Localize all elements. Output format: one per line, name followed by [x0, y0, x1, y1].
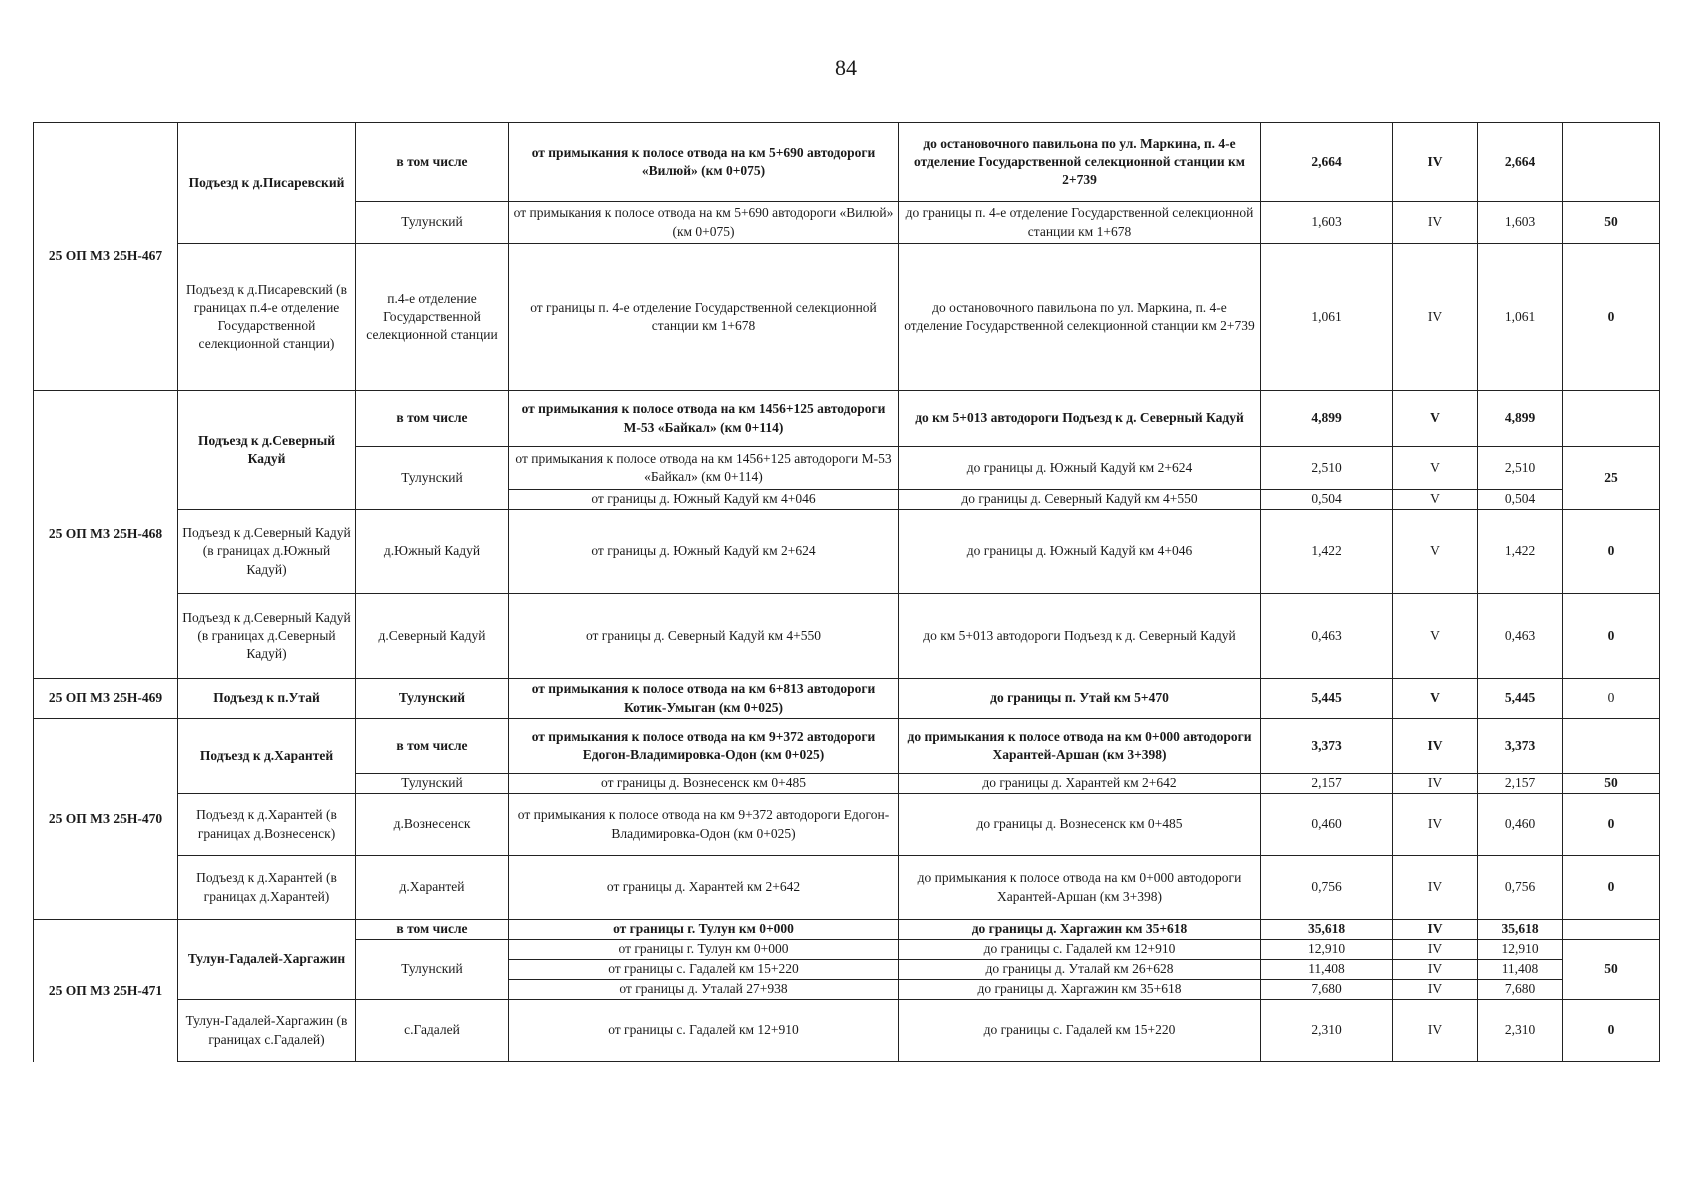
- from-cell: от границы д. Южный Кадуй км 4+046: [509, 490, 899, 510]
- category-cell: V: [1393, 447, 1478, 490]
- to-cell: до остановочного павильона по ул. Маркина, п. 4-е отделение Государственной селекционной станции км 2+739: [899, 244, 1261, 391]
- length-cell: 11,408: [1478, 960, 1563, 980]
- to-cell: до примыкания к полосе отвода на км 0+000 автодороги Харантей-Аршан (км 3+398): [899, 856, 1261, 920]
- length-cell: 0,756: [1261, 856, 1393, 920]
- to-cell: до границы д. Южный Кадуй км 2+624: [899, 447, 1261, 490]
- length-cell: 1,603: [1478, 202, 1563, 244]
- length-cell: 0,460: [1478, 794, 1563, 856]
- length-cell: 35,618: [1261, 920, 1393, 940]
- length-cell: 0,756: [1478, 856, 1563, 920]
- percent-cell: [1563, 391, 1660, 447]
- area-cell: Тулунский: [356, 679, 509, 719]
- table-row: [34, 594, 1660, 679]
- road-name: Подъезд к п.Утай: [178, 679, 356, 719]
- percent-cell: 0: [1563, 244, 1660, 391]
- length-cell: 2,157: [1261, 774, 1393, 794]
- category-cell: IV: [1393, 980, 1478, 1000]
- to-cell: до км 5+013 автодороги Подъезд к д. Северный Кадуй: [899, 391, 1261, 447]
- road-name: Подъезд к д.Северный Кадуй (в границах д.Южный Кадуй): [178, 510, 356, 594]
- road-name: Подъезд к д.Северный Кадуй: [178, 391, 356, 510]
- to-cell: до границы с. Гадалей км 12+910: [899, 940, 1261, 960]
- length-cell: 1,422: [1261, 510, 1393, 594]
- length-cell: 1,422: [1478, 510, 1563, 594]
- roads-table: [33, 122, 1660, 1062]
- length-cell: 4,899: [1478, 391, 1563, 447]
- category-cell: V: [1393, 490, 1478, 510]
- length-cell: 0,460: [1261, 794, 1393, 856]
- percent-cell: [1563, 920, 1660, 940]
- road-name: Подъезд к д.Харантей: [178, 719, 356, 794]
- road-name: Тулун-Гадалей-Харгажин: [178, 920, 356, 1000]
- length-cell: 12,910: [1478, 940, 1563, 960]
- length-cell: 1,061: [1261, 244, 1393, 391]
- category-cell: V: [1393, 679, 1478, 719]
- from-cell: от границы г. Тулун км 0+000: [509, 940, 899, 960]
- area-cell: д.Вознесенск: [356, 794, 509, 856]
- length-cell: 1,603: [1261, 202, 1393, 244]
- length-cell: 7,680: [1261, 980, 1393, 1000]
- table-row: [34, 856, 1660, 920]
- page-number: 84: [835, 55, 857, 80]
- length-cell: 35,618: [1478, 920, 1563, 940]
- length-cell: 3,373: [1478, 719, 1563, 774]
- area-cell: Тулунский: [356, 202, 509, 244]
- percent-cell: 50: [1563, 774, 1660, 794]
- to-cell: до примыкания к полосе отвода на км 0+000 автодороги Харантей-Аршан (км 3+398): [899, 719, 1261, 774]
- length-cell: 2,157: [1478, 774, 1563, 794]
- table-row: [34, 1000, 1660, 1062]
- category-cell: IV: [1393, 774, 1478, 794]
- length-cell: 11,408: [1261, 960, 1393, 980]
- area-cell: Тулунский: [356, 774, 509, 794]
- to-cell: до границы с. Гадалей км 15+220: [899, 1000, 1261, 1062]
- percent-cell: 0: [1563, 856, 1660, 920]
- from-cell: от примыкания к полосе отвода на км 6+813 автодороги Котик-Умыган (км 0+025): [509, 679, 899, 719]
- length-cell: 2,310: [1478, 1000, 1563, 1062]
- area-cell: в том числе: [356, 920, 509, 940]
- length-cell: 2,664: [1261, 123, 1393, 202]
- percent-cell: 50: [1563, 940, 1660, 1000]
- category-cell: IV: [1393, 202, 1478, 244]
- category-cell: IV: [1393, 940, 1478, 960]
- length-cell: 2,664: [1478, 123, 1563, 202]
- road-name: Подъезд к д.Писаревский: [178, 123, 356, 244]
- length-cell: 0,463: [1261, 594, 1393, 679]
- percent-cell: 0: [1563, 594, 1660, 679]
- table-row: [34, 920, 1660, 940]
- to-cell: до км 5+013 автодороги Подъезд к д. Северный Кадуй: [899, 594, 1261, 679]
- to-cell: до границы д. Харгажин км 35+618: [899, 920, 1261, 940]
- area-cell: д.Харантей: [356, 856, 509, 920]
- from-cell: от примыкания к полосе отвода на км 1456+125 автодороги М-53 «Байкал» (км 0+114): [509, 391, 899, 447]
- from-cell: от примыкания к полосе отвода на км 5+690 автодороги «Вилюй» (км 0+075): [509, 123, 899, 202]
- to-cell: до границы д. Уталай км 26+628: [899, 960, 1261, 980]
- from-cell: от границы п. 4-е отделение Государственной селекционной станции км 1+678: [509, 244, 899, 391]
- percent-cell: 50: [1563, 202, 1660, 244]
- length-cell: 0,463: [1478, 594, 1563, 679]
- category-cell: IV: [1393, 960, 1478, 980]
- length-cell: 12,910: [1261, 940, 1393, 960]
- road-code: 25 ОП МЗ 25Н-470: [34, 719, 178, 920]
- area-cell: д.Южный Кадуй: [356, 510, 509, 594]
- length-cell: 2,510: [1478, 447, 1563, 490]
- category-cell: IV: [1393, 719, 1478, 774]
- to-cell: до границы п. Утай км 5+470: [899, 679, 1261, 719]
- from-cell: от границы д. Вознесенск км 0+485: [509, 774, 899, 794]
- area-cell: п.4-е отделение Государственной селекционной станции: [356, 244, 509, 391]
- road-name: Подъезд к д.Северный Кадуй (в границах д.Северный Кадуй): [178, 594, 356, 679]
- percent-cell: 0: [1563, 794, 1660, 856]
- road-code: 25 ОП МЗ 25Н-467: [34, 123, 178, 391]
- road-name: Подъезд к д.Харантей (в границах д.Харантей): [178, 856, 356, 920]
- length-cell: 5,445: [1478, 679, 1563, 719]
- area-cell: Тулунский: [356, 447, 509, 510]
- length-cell: 1,061: [1478, 244, 1563, 391]
- to-cell: до границы д. Северный Кадуй км 4+550: [899, 490, 1261, 510]
- length-cell: 3,373: [1261, 719, 1393, 774]
- area-cell: с.Гадалей: [356, 1000, 509, 1062]
- area-cell: в том числе: [356, 391, 509, 447]
- to-cell: до границы д. Харгажин км 35+618: [899, 980, 1261, 1000]
- to-cell: до границы д. Харантей км 2+642: [899, 774, 1261, 794]
- category-cell: V: [1393, 510, 1478, 594]
- from-cell: от границы д. Южный Кадуй км 2+624: [509, 510, 899, 594]
- from-cell: от границы с. Гадалей км 15+220: [509, 960, 899, 980]
- road-code: 25 ОП МЗ 25Н-471: [34, 920, 178, 1062]
- road-name: Тулун-Гадалей-Харгажин (в границах с.Гадалей): [178, 1000, 356, 1062]
- length-cell: 2,510: [1261, 447, 1393, 490]
- from-cell: от примыкания к полосе отвода на км 9+372 автодороги Едогон-Владимировка-Одон (км 0+025): [509, 794, 899, 856]
- length-cell: 2,310: [1261, 1000, 1393, 1062]
- table-row: [34, 794, 1660, 856]
- area-cell: Тулунский: [356, 940, 509, 1000]
- percent-cell: [1563, 123, 1660, 202]
- from-cell: от примыкания к полосе отвода на км 1456+125 автодороги М-53 «Байкал» (км 0+114): [509, 447, 899, 490]
- from-cell: от границы д. Северный Кадуй км 4+550: [509, 594, 899, 679]
- to-cell: до остановочного павильона по ул. Маркина, п. 4-е отделение Государственной селекционной станции км 2+739: [899, 123, 1261, 202]
- category-cell: IV: [1393, 794, 1478, 856]
- table-row: [34, 391, 1660, 447]
- table-row: [34, 123, 1660, 202]
- category-cell: IV: [1393, 920, 1478, 940]
- road-name: Подъезд к д.Харантей (в границах д.Вознесенск): [178, 794, 356, 856]
- area-cell: в том числе: [356, 123, 509, 202]
- road-code: 25 ОП МЗ 25Н-469: [34, 679, 178, 719]
- road-name: Подъезд к д.Писаревский (в границах п.4-е отделение Государственной селекционной станции): [178, 244, 356, 391]
- table-row: [34, 679, 1660, 719]
- table-row: [34, 510, 1660, 594]
- length-cell: 0,504: [1261, 490, 1393, 510]
- from-cell: от примыкания к полосе отвода на км 9+372 автодороги Едогон-Владимировка-Одон (км 0+025): [509, 719, 899, 774]
- category-cell: IV: [1393, 1000, 1478, 1062]
- area-cell: в том числе: [356, 719, 509, 774]
- from-cell: от границы г. Тулун км 0+000: [509, 920, 899, 940]
- area-cell: д.Северный Кадуй: [356, 594, 509, 679]
- table-row: [34, 244, 1660, 391]
- category-cell: IV: [1393, 244, 1478, 391]
- percent-cell: 0: [1563, 510, 1660, 594]
- percent-cell: [1563, 719, 1660, 774]
- category-cell: V: [1393, 391, 1478, 447]
- road-code: 25 ОП МЗ 25Н-468: [34, 391, 178, 679]
- table-row: [34, 719, 1660, 774]
- from-cell: от примыкания к полосе отвода на км 5+690 автодороги «Вилюй» (км 0+075): [509, 202, 899, 244]
- category-cell: V: [1393, 594, 1478, 679]
- to-cell: до границы п. 4-е отделение Государственной селекционной станции км 1+678: [899, 202, 1261, 244]
- length-cell: 5,445: [1261, 679, 1393, 719]
- percent-cell: 0: [1563, 1000, 1660, 1062]
- from-cell: от границы д. Уталай 27+938: [509, 980, 899, 1000]
- from-cell: от границы с. Гадалей км 12+910: [509, 1000, 899, 1062]
- to-cell: до границы д. Южный Кадуй км 4+046: [899, 510, 1261, 594]
- percent-cell: 0: [1563, 679, 1660, 719]
- length-cell: 7,680: [1478, 980, 1563, 1000]
- length-cell: 0,504: [1478, 490, 1563, 510]
- percent-cell: 25: [1563, 447, 1660, 510]
- to-cell: до границы д. Вознесенск км 0+485: [899, 794, 1261, 856]
- category-cell: IV: [1393, 123, 1478, 202]
- category-cell: IV: [1393, 856, 1478, 920]
- from-cell: от границы д. Харантей км 2+642: [509, 856, 899, 920]
- length-cell: 4,899: [1261, 391, 1393, 447]
